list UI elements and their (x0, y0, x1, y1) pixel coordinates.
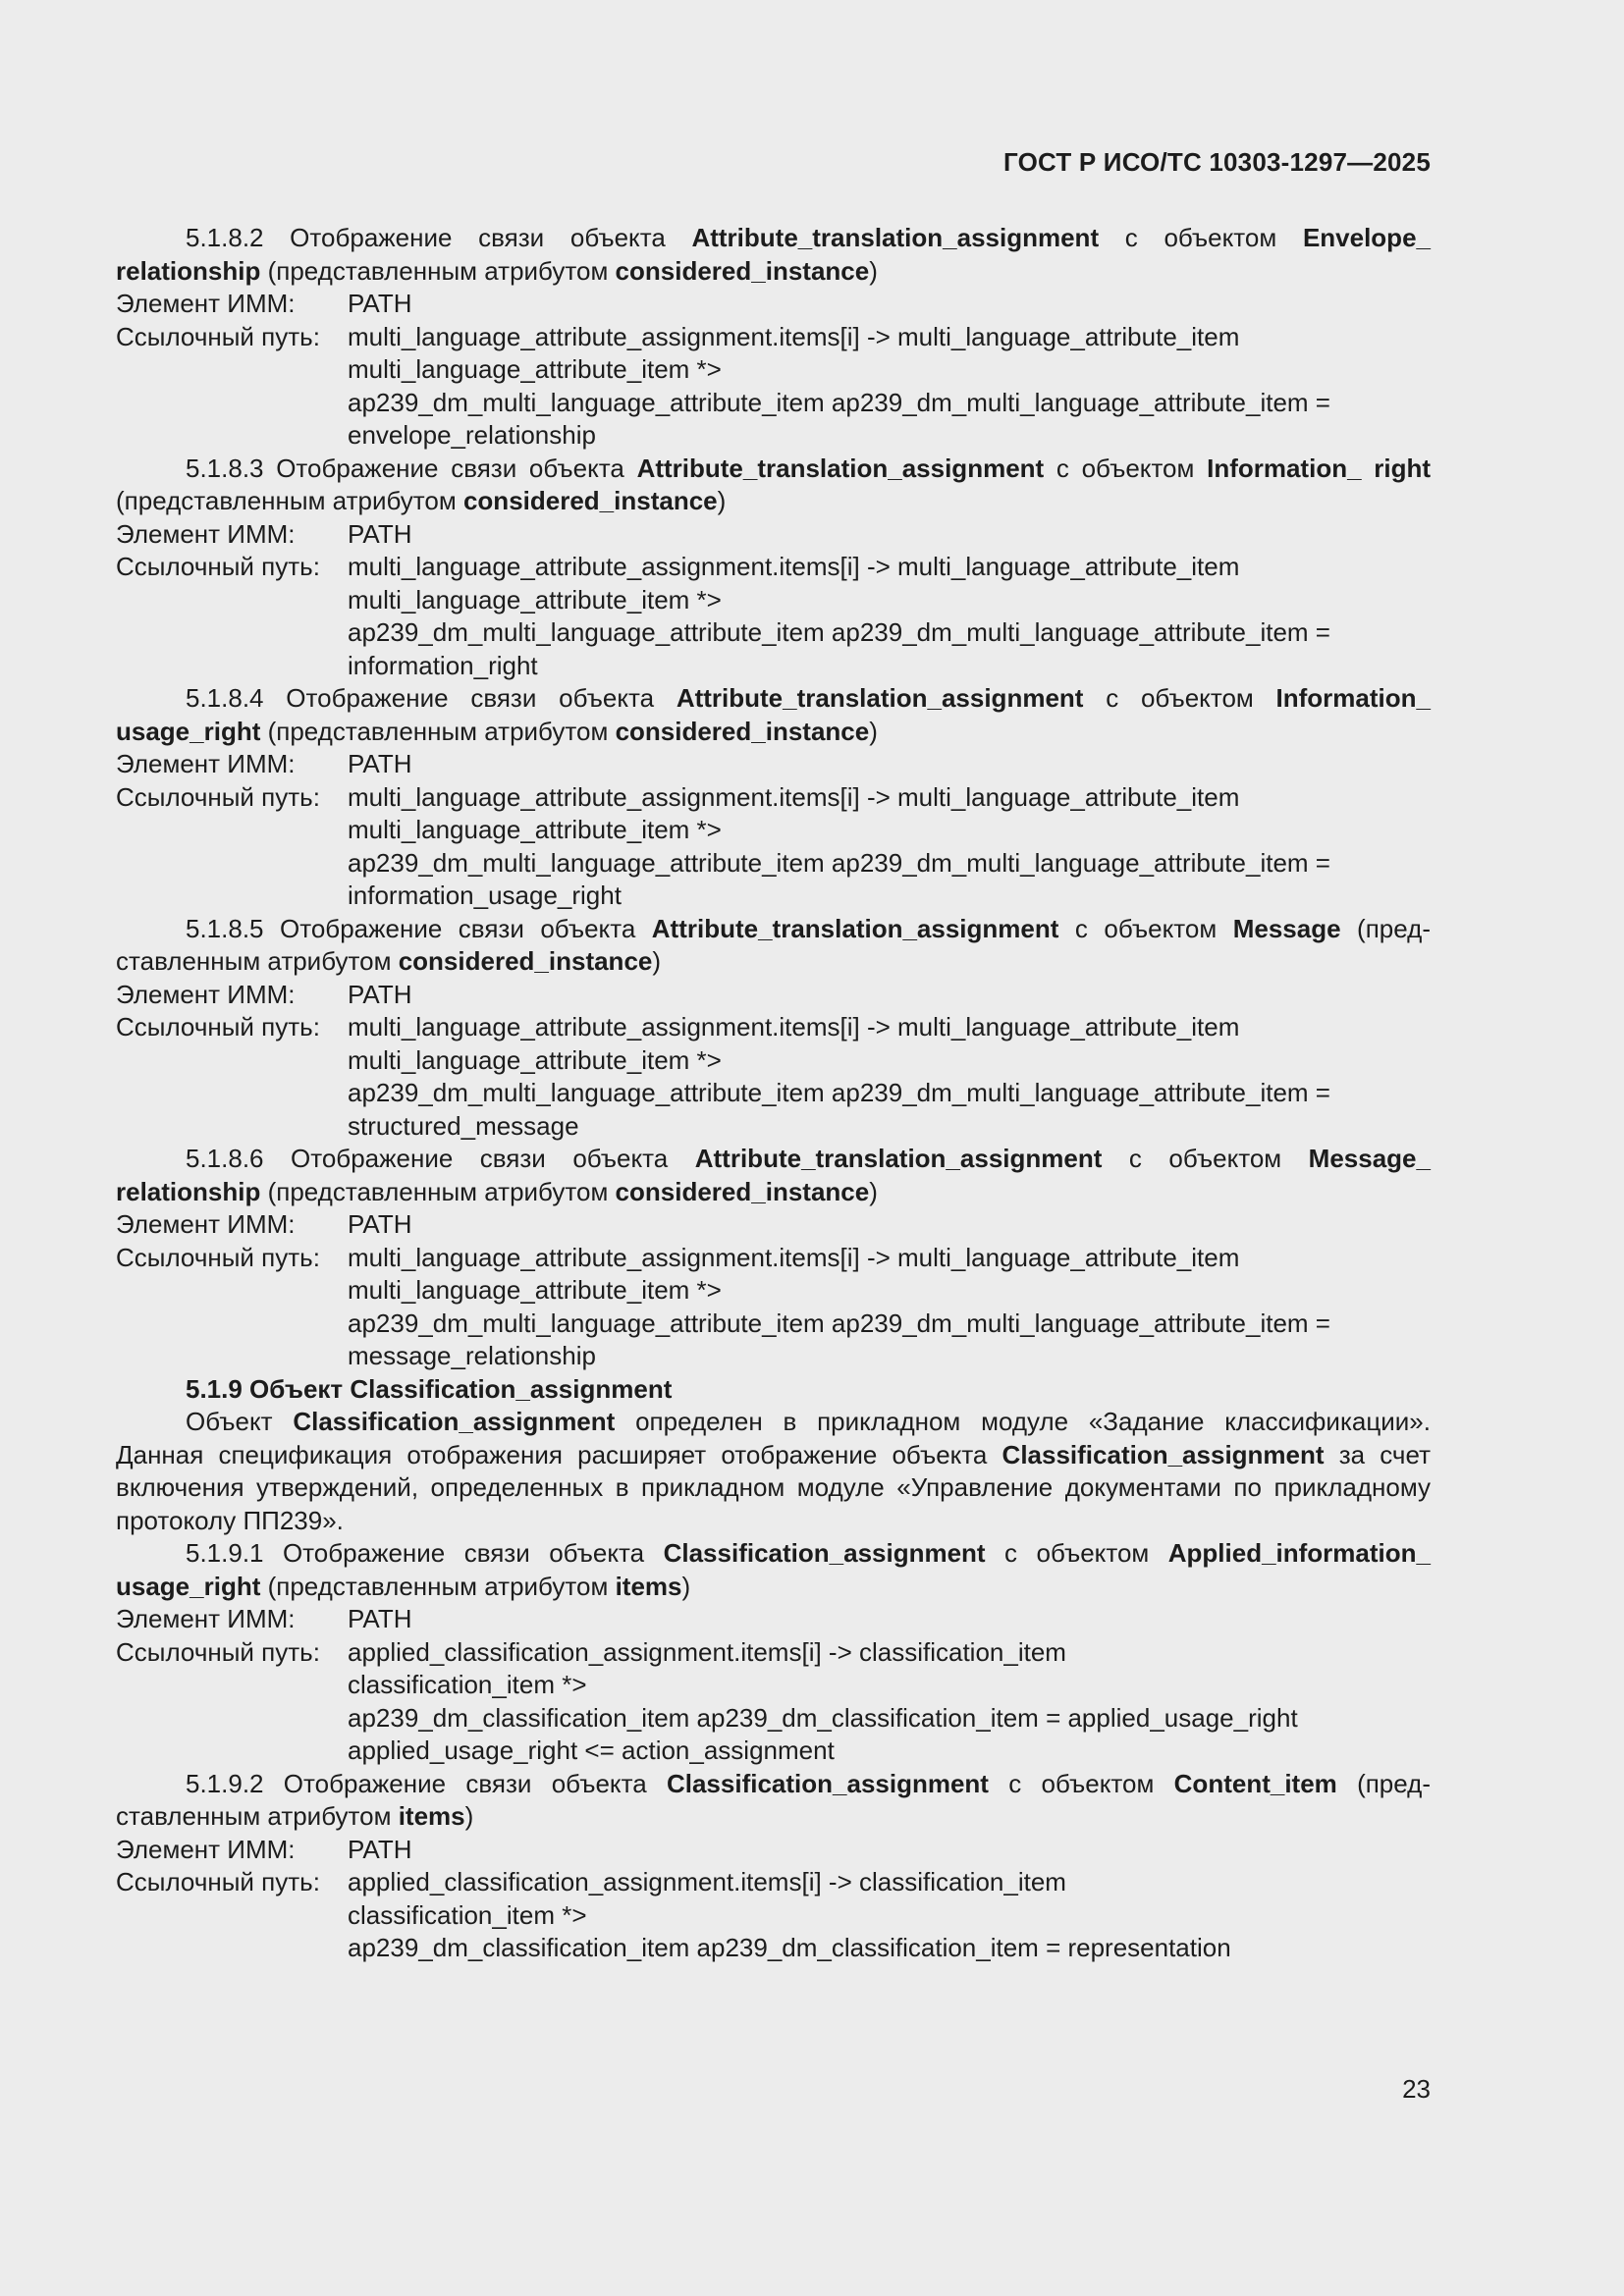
ref-path-line: multi_language_attribute_assignment.items[i] -> multi_language_attribute_item (348, 1012, 1240, 1041)
ref-path-line: ap239_dm_multi_language_attribute_item ap239_dm_multi_language_attribute_item = (348, 617, 1330, 647)
ref-path-label: Ссылочный путь: (116, 1242, 320, 1272)
clause-text: 5.1.8.5 Отображение связи объекта (186, 913, 652, 943)
mim-element-label: Элемент ИММ: (116, 518, 296, 549)
ref-path-line: multi_language_attribute_assignment.items[i] -> multi_language_attribute_item (348, 781, 1240, 812)
clause-text: (представленным атрибутом (116, 913, 1431, 976)
ref-path-label: Ссылочный путь: (116, 1012, 320, 1041)
clause-text: (представленным атрибутом (260, 1176, 616, 1206)
ref-path-value (348, 1636, 1431, 1768)
clause-text: ) (869, 1176, 878, 1206)
clause-text: 5.1.8.4 Отображение связи объекта (186, 683, 677, 713)
ref-path-line: multi_language_attribute_assignment.items[i] -> multi_language_attribute_item (348, 552, 1240, 581)
mim-element-label: Элемент ИММ: (116, 1209, 296, 1239)
ref-path-row (116, 321, 1431, 453)
mim-element-label: Элемент ИММ: (116, 289, 296, 318)
ref-path-label: Ссылочный путь: (116, 1636, 320, 1667)
target-entity: Envelope_ relationship (116, 223, 1431, 286)
ref-path-line: message_relationship (348, 1341, 596, 1370)
target-entity: Information_ usage_right (116, 683, 1431, 746)
ref-path-value (348, 1866, 1431, 1965)
clause-text: 5.1.8.2 Отображение связи объекта (186, 223, 692, 252)
ref-path-label: Ссылочный путь: (116, 552, 320, 581)
ref-path-label: Ссылочный путь: (116, 781, 320, 812)
ref-path-value (348, 1242, 1431, 1373)
section-5-1-9-body (116, 1406, 1431, 1537)
target-entity: Information_ right (1207, 453, 1431, 483)
clause-5-1-8-4 (116, 682, 1431, 748)
ref-path-line: ap239_dm_multi_language_attribute_item ap239_dm_multi_language_attribute_item = (348, 1308, 1330, 1338)
ref-path-row (116, 781, 1431, 913)
mim-element-label: Элемент ИММ: (116, 749, 296, 778)
attribute-name: items (398, 1801, 465, 1831)
body-text: определен в прикладном модуле «Задание классификации». Данная спецификация отображения расширяет отображение объекта (116, 1407, 1431, 1469)
mim-element-row (116, 288, 1431, 321)
document-header: ГОСТ Р ИСО/ТС 10303-1297—2025 (1002, 147, 1431, 177)
ref-path-row (116, 1011, 1431, 1143)
clause-text: с объектом (1102, 1144, 1309, 1173)
clause-text: ) (717, 486, 727, 515)
mim-element-row (116, 748, 1431, 781)
mim-element-row (116, 979, 1431, 1012)
entity-name: Classification_assignment (1001, 1439, 1325, 1469)
ref-path-value (348, 781, 1431, 913)
entity-name: Attribute_translation_assignment (691, 223, 1100, 252)
ref-path-line: envelope_relationship (348, 420, 596, 450)
target-entity: Message_ relationship (116, 1144, 1431, 1206)
ref-path-value (348, 1011, 1431, 1143)
mim-element-value: PATH (348, 1209, 412, 1239)
mim-element-label: Элемент ИММ: (116, 1604, 296, 1633)
clause-text: с объектом (988, 1768, 1174, 1798)
ref-path-row (116, 1636, 1431, 1768)
clause-text: ) (652, 946, 662, 976)
ref-path-line: structured_message (348, 1110, 579, 1141)
entity-name: Attribute_translation_assignment (651, 913, 1059, 943)
clause-5-1-9-2 (116, 1768, 1431, 1834)
clause-text: (представленным атрибутом (260, 716, 616, 746)
clause-text: ) (869, 716, 878, 746)
ref-path-line: applied_usage_right <= action_assignment (348, 1735, 835, 1765)
ref-path-line: classification_item *> (348, 1899, 587, 1930)
ref-path-line: applied_classification_assignment.items[i] -> classification_item (348, 1636, 1066, 1667)
target-entity: Message (1232, 913, 1341, 943)
clause-text: (представленным атрибутом (116, 486, 463, 515)
mim-element-row (116, 1834, 1431, 1867)
clause-text: ) (464, 1801, 474, 1831)
entity-name: Classification_assignment (293, 1407, 616, 1436)
clause-text: с объектом (1099, 223, 1303, 252)
mim-element-label: Элемент ИММ: (116, 1834, 296, 1864)
ref-path-line: ap239_dm_classification_item ap239_dm_classification_item = applied_usage_right (348, 1702, 1298, 1733)
page-content (116, 222, 1431, 1965)
ref-path-row (116, 551, 1431, 682)
target-entity: Content_item (1173, 1768, 1337, 1798)
attribute-name: items (615, 1571, 682, 1601)
ref-path-line: ap239_dm_multi_language_attribute_item ap239_dm_multi_language_attribute_item = (348, 387, 1330, 417)
ref-path-line: multi_language_attribute_assignment.items[i] -> multi_language_attribute_item (348, 321, 1240, 351)
entity-name: Attribute_translation_assignment (636, 453, 1045, 483)
entity-name: Classification_assignment (663, 1538, 986, 1568)
clause-text: ) (869, 255, 878, 286)
clause-text: (представленным атрибутом (116, 1768, 1431, 1831)
mim-element-value: PATH (348, 518, 412, 549)
clause-text: с объектом (1083, 683, 1276, 713)
clause-text: с объектом (1044, 453, 1208, 483)
mim-element-value: PATH (348, 1604, 412, 1633)
ref-path-line: ap239_dm_classification_item ap239_dm_classification_item = representation (348, 1933, 1231, 1962)
clause-5-1-8-3 (116, 453, 1431, 518)
clause-5-1-9-1 (116, 1537, 1431, 1603)
attribute-name: considered_instance (615, 255, 870, 286)
entity-name: Attribute_translation_assignment (694, 1144, 1103, 1173)
entity-name: Classification_assignment (666, 1768, 989, 1798)
ref-path-line: multi_language_attribute_item *> (348, 354, 722, 384)
clause-5-1-8-6 (116, 1143, 1431, 1208)
page-number: 23 (1402, 2074, 1431, 2104)
clause-text: ) (681, 1571, 691, 1601)
mim-element-row (116, 1603, 1431, 1636)
body-text: за счет включения утверждений, определенных в прикладном модуле «Управление документами по прикладному протоколу ПП239». (116, 1439, 1431, 1535)
ref-path-label: Ссылочный путь: (116, 1867, 320, 1896)
ref-path-line: information_right (348, 650, 538, 680)
ref-path-line: multi_language_attribute_assignment.items[i] -> multi_language_attribute_item (348, 1242, 1240, 1272)
body-text: Объект (186, 1407, 294, 1436)
ref-path-line: multi_language_attribute_item *> (348, 1275, 722, 1305)
section-title-5-1-9: 5.1.9 Объект Classification_assignment (186, 1373, 673, 1404)
attribute-name: considered_instance (615, 1176, 870, 1206)
attribute-name: considered_instance (462, 486, 718, 515)
clause-text: 5.1.9.1 Отображение связи объекта (186, 1538, 664, 1568)
mim-element-value: PATH (348, 749, 412, 778)
ref-path-line: classification_item *> (348, 1670, 587, 1699)
ref-path-line: applied_classification_assignment.items[i] -> classification_item (348, 1867, 1066, 1896)
clause-5-1-8-5 (116, 913, 1431, 979)
clause-text: (представленным атрибутом (260, 1571, 616, 1601)
ref-path-value (348, 551, 1431, 682)
clause-text: 5.1.9.2 Отображение связи объекта (186, 1768, 667, 1798)
mim-element-value: PATH (348, 1834, 412, 1864)
attribute-name: considered_instance (398, 946, 653, 976)
clause-text: с объектом (1058, 913, 1233, 943)
ref-path-line: multi_language_attribute_item *> (348, 1044, 722, 1075)
ref-path-label: Ссылочный путь: (116, 321, 320, 351)
mim-element-value: PATH (348, 289, 412, 318)
ref-path-row (116, 1866, 1431, 1965)
clause-text: 5.1.8.3 Отображение связи объекта (186, 453, 637, 483)
mim-element-value: PATH (348, 979, 412, 1009)
clause-5-1-8-2 (116, 222, 1431, 288)
clause-text: (представленным атрибутом (260, 255, 616, 286)
mim-element-row (116, 518, 1431, 552)
ref-path-line: multi_language_attribute_item *> (348, 815, 722, 844)
attribute-name: considered_instance (615, 716, 870, 746)
ref-path-line: multi_language_attribute_item *> (348, 584, 722, 614)
clause-text: с объектом (985, 1538, 1168, 1568)
entity-name: Attribute_translation_assignment (676, 683, 1084, 713)
clause-text: 5.1.8.6 Отображение связи объекта (186, 1144, 695, 1173)
ref-path-line: information_usage_right (348, 881, 622, 910)
target-entity: Applied_information_ usage_right (116, 1538, 1431, 1601)
mim-element-label: Элемент ИММ: (116, 979, 296, 1009)
ref-path-line: ap239_dm_multi_language_attribute_item ap239_dm_multi_language_attribute_item = (348, 1078, 1330, 1107)
ref-path-row (116, 1242, 1431, 1373)
ref-path-value (348, 321, 1431, 453)
ref-path-line: ap239_dm_multi_language_attribute_item ap239_dm_multi_language_attribute_item = (348, 847, 1330, 878)
mim-element-row (116, 1208, 1431, 1242)
